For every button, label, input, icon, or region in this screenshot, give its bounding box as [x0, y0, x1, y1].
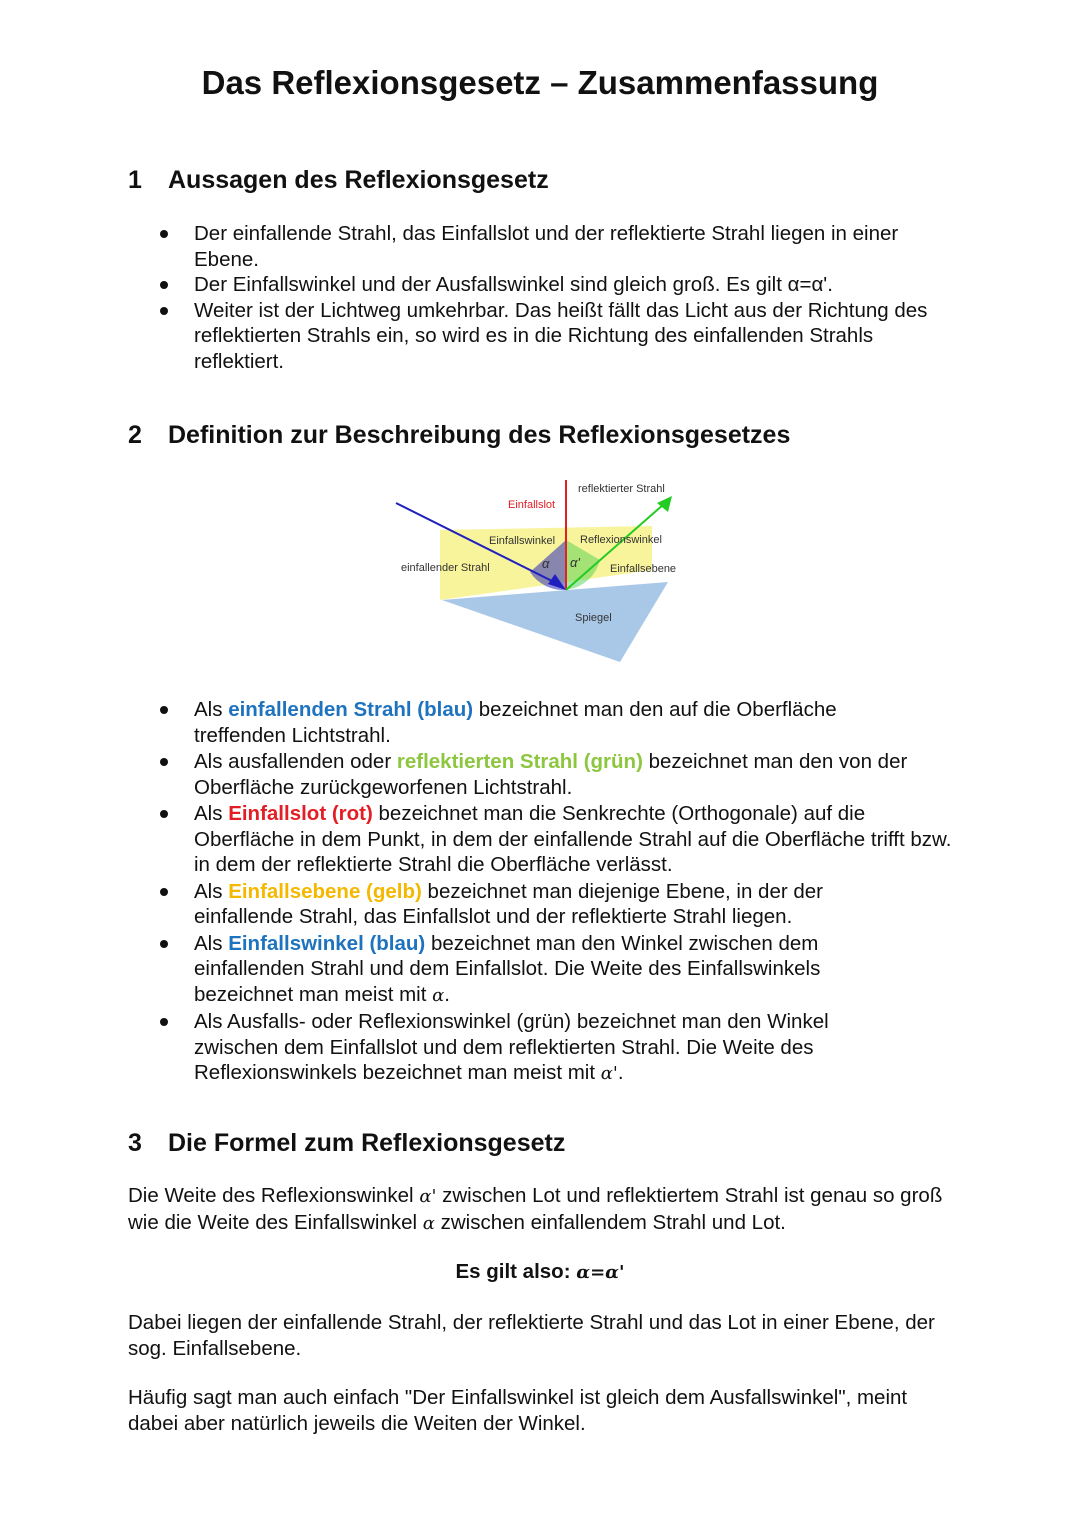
list-item: Weiter ist der Lichtweg umkehrbar. Das heißt fällt das Licht aus der Richtung des reflektierten Strahls ein, so wird es in die Richtung des einfallenden Strahls reflektiert.	[194, 298, 939, 375]
formula-paragraph: Die Weite des Reflexionswinkel α' zwischen Lot und reflektiertem Strahl ist genau so groß wie die Weite des Einfallswinkel α zwischen einfallendem Strahl und Lot.	[128, 1184, 943, 1234]
list-item: Als Ausfalls- oder Reflexionswinkel (grün) bezeichnet man den Winkel zwischen dem Einfallslot und dem reflektierten Strahl. Die Weite des Reflexionswinkels bezeichnet man meist mit α'.	[194, 1009, 884, 1087]
label-mirror: Spiegel	[575, 612, 612, 624]
section-number: 2	[128, 421, 142, 449]
formula-line: Es gilt also: α=α'	[455, 1260, 625, 1283]
section-2-list	[194, 697, 964, 1088]
alpha-prime-symbol: α'	[570, 555, 580, 570]
reflection-diagram	[0, 470, 1080, 670]
list-item: Als Einfallslot (rot) bezeichnet man die Senkrechte (Orthogonale) auf die Oberfläche in dem Punkt, in dem der einfallende Strahl auf die Oberfläche trifft bzw. in dem der reflektierte Strahl die Oberfläche verlässt.	[194, 801, 964, 878]
section-1-heading	[128, 166, 549, 195]
label-reflected-ray: reflektierter Strahl	[578, 483, 665, 495]
section-3-heading	[128, 1129, 565, 1158]
label-incident-ray: einfallender Strahl	[401, 562, 490, 574]
page-title: Das Reflexionsgesetz – Zusammenfassung	[201, 64, 879, 101]
section-title: Definition zur Beschreibung des Reflexionsgesetzes	[168, 421, 791, 449]
label-incidence-angle: Einfallswinkel	[489, 535, 556, 547]
label-incidence-plane: Einfallsebene	[610, 563, 677, 575]
section-1-list	[194, 221, 954, 374]
label-normal: Einfallslot	[508, 499, 556, 511]
alpha-symbol: α	[542, 556, 550, 571]
section-2-heading	[128, 421, 790, 450]
list-item: Der Einfallswinkel und der Ausfallswinkel sind gleich groß. Es gilt α=α'.	[194, 272, 974, 298]
reflected-arrowhead	[657, 496, 672, 512]
list-item: Als Einfallsebene (gelb) bezeichnet man diejenige Ebene, in der der einfallende Strahl, das Einfallslot und der reflektierte Strahl liegen.	[194, 879, 874, 930]
list-item: Als ausfallenden oder reflektierten Strahl (grün) bezeichnet man den von der Oberfläche zurückgeworfenen Lichtstrahl.	[194, 749, 924, 800]
list-item: Als einfallenden Strahl (blau) bezeichnet man den auf die Oberfläche treffenden Lichtstrahl.	[194, 697, 894, 748]
section-title: Aussagen des Reflexionsgesetz	[168, 166, 549, 194]
section-number: 3	[128, 1129, 142, 1157]
summary-paragraph: Häufig sagt man auch einfach "Der Einfallswinkel ist gleich dem Ausfallswinkel", meint dabei aber natürlich jeweils die Weiten der Winkel.	[128, 1386, 908, 1435]
section-number: 1	[128, 166, 142, 194]
list-item: Der einfallende Strahl, das Einfallslot und der reflektierte Strahl liegen in einer Ebene.	[194, 221, 954, 272]
label-reflection-angle: Reflexionswinkel	[580, 534, 662, 546]
section-title: Die Formel zum Reflexionsgesetz	[168, 1129, 566, 1157]
list-item: Als Einfallswinkel (blau) bezeichnet man den Winkel zwischen dem einfallenden Strahl und dem Einfallslot. Die Weite des Einfallswinkels bezeichnet man meist mit α.	[194, 931, 874, 1009]
plane-paragraph: Dabei liegen der einfallende Strahl, der reflektierte Strahl und das Lot in einer Ebene, der sog. Einfallsebene.	[128, 1311, 935, 1360]
